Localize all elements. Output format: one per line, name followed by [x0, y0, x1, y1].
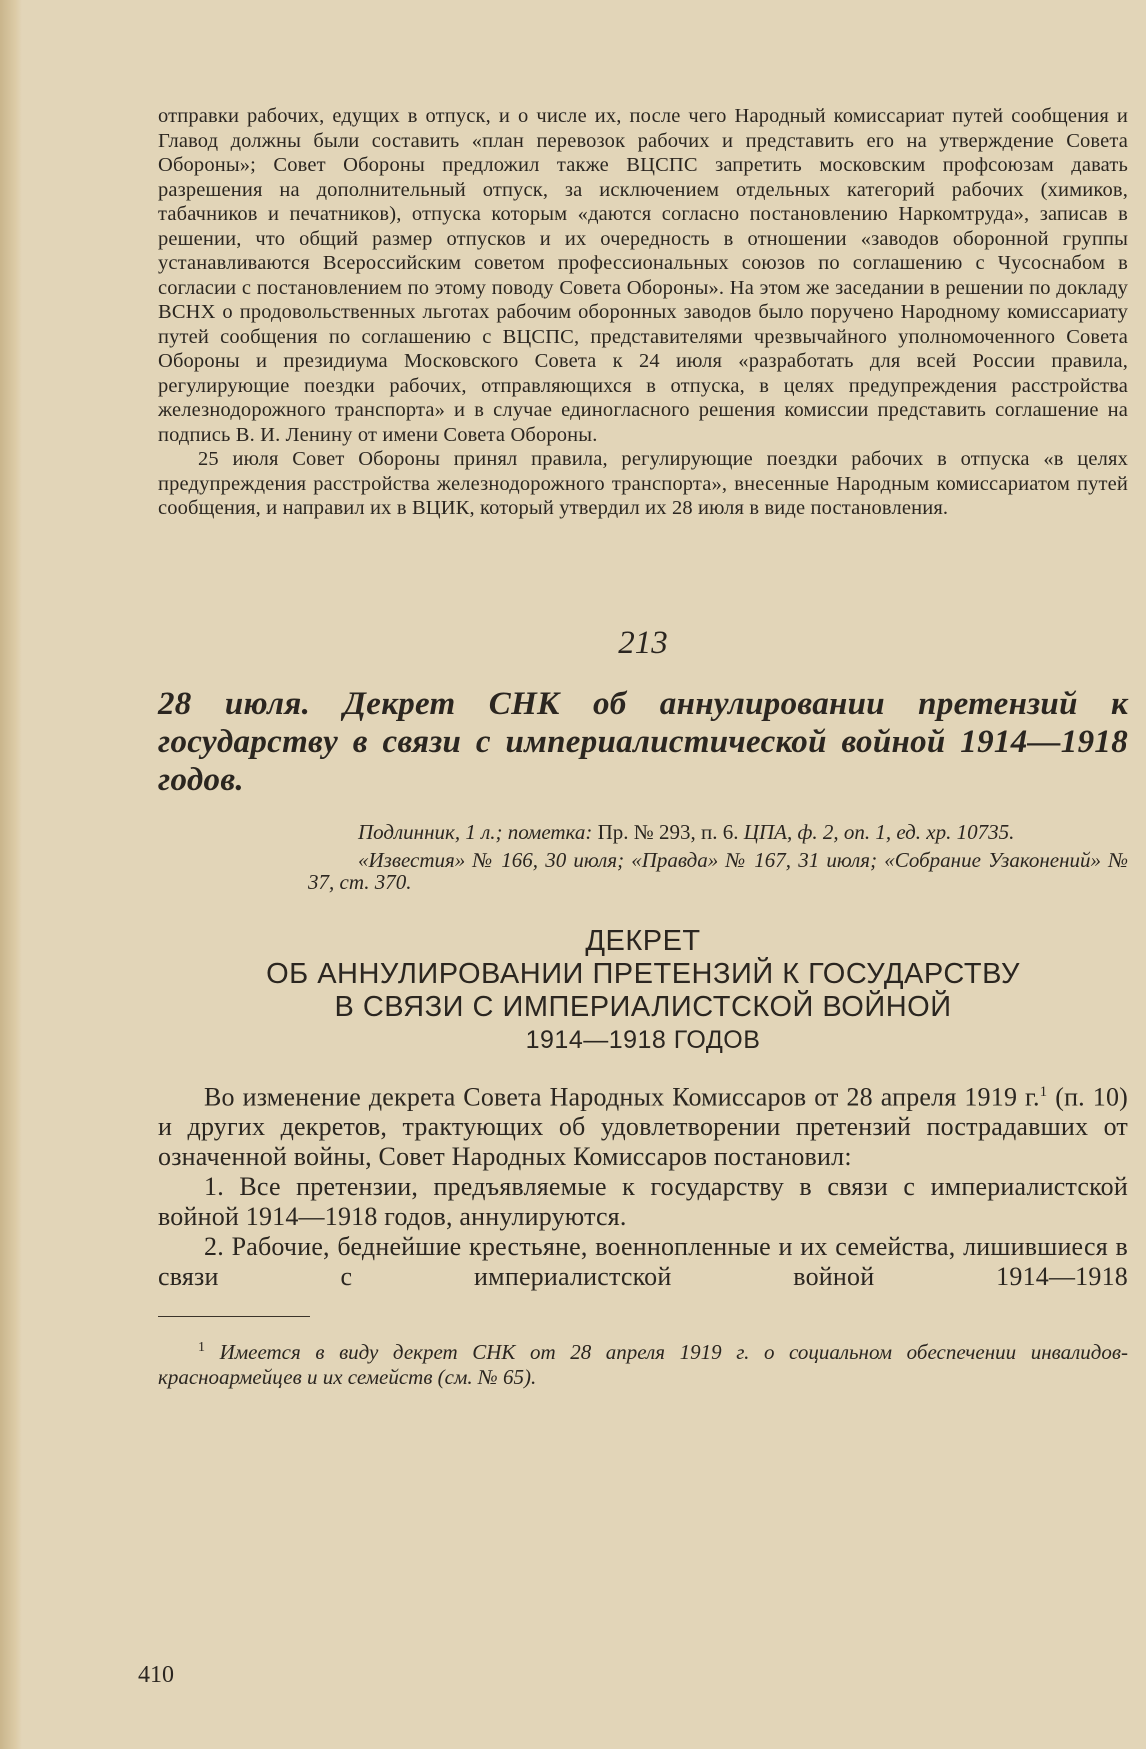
decree-preamble [158, 1077, 1128, 1173]
archival-sources [308, 821, 1128, 893]
footnote [158, 1335, 1128, 1390]
decree-body [158, 1077, 1128, 1293]
footnote-divider [158, 1316, 310, 1317]
source-original-archive: ЦПА, ф. 2, оп. 1, ед. хр. 10735. [743, 819, 1015, 844]
page-number: 410 [138, 1662, 174, 1688]
source-original [308, 821, 1128, 843]
document-title: 28 июля. Декрет СНК об аннулировании претензий к государству в связи с империалистической войной 1914—1918 годов. [158, 685, 1128, 798]
decree-heading-line-4: 1914—1918 ГОДОВ [525, 1025, 761, 1054]
book-spine-edge [0, 0, 22, 1749]
source-publications: «Известия» № 166, 30 июля; «Правда» № 167, 31 июля; «Собрание Узаконений» № 37, ст. 370. [308, 847, 1128, 894]
decree-heading-line-3: В СВЯЗИ С ИМПЕРИАЛИСТСКОЙ ВОЙНОЙ [334, 990, 952, 1023]
footnote-text: Имеется в виду декрет СНК от 28 апреля 1919 г. о социальном обеспечении инвалидов-красноармейцев и их семейств (см. № 65). [158, 1340, 1128, 1390]
intro-paragraph-1: отправки рабочих, едущих в отпуск, и о числе их, после чего Народный комиссариат путей сообщения и Главод должны были составить «план перевозок рабочих и представить его на утверждение Совета Обороны»; Совет Обороны предложил также ВЦСПС запретить московским профсоюзам давать разрешения на дополнительный отпуск, за исключением отдельных категорий рабочих (химиков, табачников и печатников), отпуска которым «даются согласно постановлению Наркомтруда», записав в решении, что общий размер отпусков и их очередность в отношении «заводов оборонной группы устанавливаются Всероссийским советом профессиональных союзов по соглашению с Чусоснабом в согласии с постановлением по этому поводу Совета Обороны». На этом же заседании в решении по докладу ВСНХ о продовольственных льготах рабочим оборонных заводов было поручено Народному комиссариату путей сообщения по соглашению с ВЦСПС, представителями чрезвычайного уполномоченного Совета Обороны и президиума Московского Совета к 24 июля «разработать для всей России правила, регулирующие поездки рабочих, отправляющихся в отпуска, в целях предупреждения расстройства железнодорожного транспорта» и в случае единогласного решения комиссии представить соглашение на подпись В. И. Ленину от имени Совета Обороны. [158, 105, 1128, 446]
page-content [158, 104, 1128, 1390]
intro-paragraph-2: 25 июля Совет Обороны принял правила, регулирующие поездки рабочих в отпуска «в целях предупреждения расстройства железнодорожного транспорта», внесенные Народным комиссариатом путей сообщения, и направил их в ВЦИК, который утвердил их 28 июля в виде постановления. [158, 448, 1128, 519]
decree-item-1: 1. Все претензии, предъявляемые к государству в связи с империалистской войной 1914—1918 годов, аннулируются. [158, 1172, 1128, 1232]
footnote-marker: 1 [198, 1340, 205, 1356]
decree-heading-line-2: ОБ АННУЛИРОВАНИИ ПРЕТЕНЗИЙ К ГОСУДАРСТВУ [266, 957, 1020, 990]
decree-preamble-part-2: (п. 10) и других декретов, трактующих об удовлетворении претензий пострадавших от означенной войны, Совет Народных Комиссаров постановил: [158, 1082, 1128, 1172]
decree-heading-line-1: ДЕКРЕТ [585, 924, 701, 957]
document-number: 213 [618, 624, 668, 661]
footnote-reference: 1 [1039, 1083, 1048, 1100]
source-original-mark: Пр. № 293, п. 6. [592, 819, 744, 844]
decree-heading [158, 925, 1128, 1057]
decree-item-2: 2. Рабочие, беднейшие крестьяне, военнопленные и их семейства, лишившиеся в связи с империалистской войной 1914—1918 [158, 1232, 1128, 1292]
source-original-label: Подлинник, 1 л.; пометка: [358, 819, 593, 844]
decree-preamble-part-1: Во изменение декрета Совета Народных Комиссаров от 28 апреля 1919 г. [204, 1082, 1040, 1112]
